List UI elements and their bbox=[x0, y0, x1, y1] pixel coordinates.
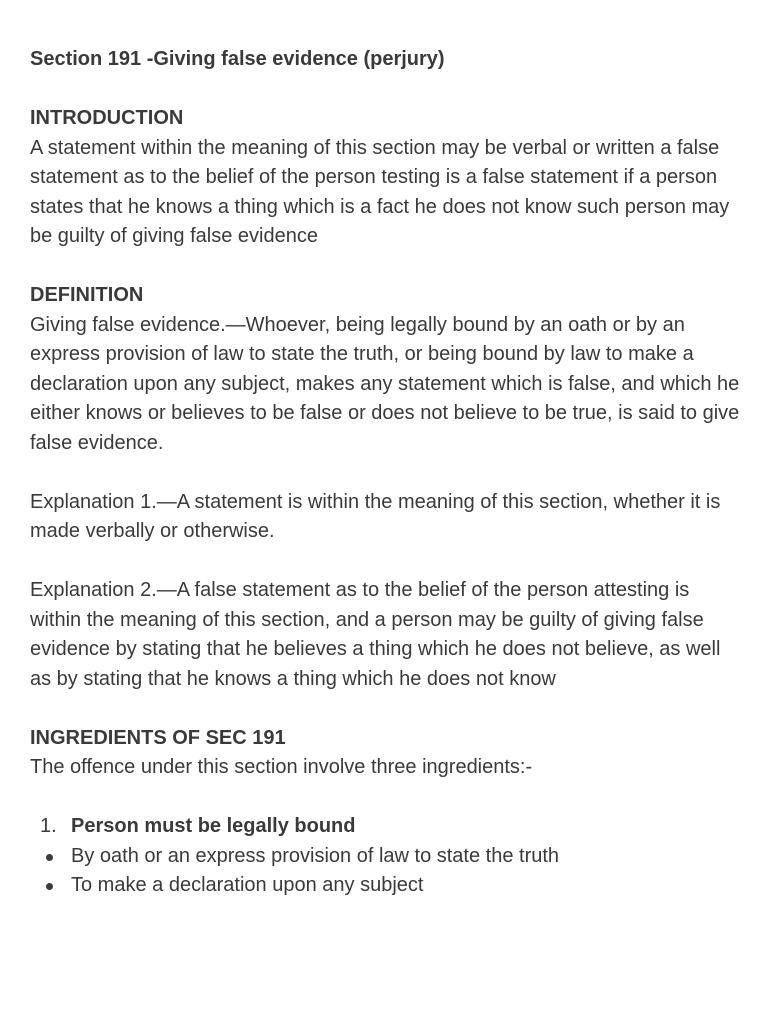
bullet-item bbox=[30, 871, 745, 901]
bullet-dot-icon bbox=[46, 854, 53, 861]
ingredient-item bbox=[30, 812, 745, 842]
explanation-2: Explanation 2.—A false statement as to the belief of the person attesting is within the meaning of this section, and a person may be guilty of giving false evidence by stating that he believes a thing which he does not believe, as well as by stating that he knows a thing which he does not know bbox=[30, 579, 721, 690]
explanation-1: Explanation 1.—A statement is within the meaning of this section, whether it is made verbally or otherwise. bbox=[30, 490, 721, 542]
ingredients-list bbox=[30, 812, 745, 842]
ingredients-intro: The offence under this section involve three ingredients:- bbox=[30, 756, 533, 778]
ingredient-bullets bbox=[30, 842, 745, 901]
ingredients-section bbox=[30, 724, 745, 901]
bullet-text: By oath or an express provision of law to state the truth bbox=[71, 844, 560, 867]
document-title: Section 191 -Giving false evidence (perjury) bbox=[30, 48, 445, 70]
introduction-heading: INTRODUCTION bbox=[30, 107, 184, 129]
definition-heading: DEFINITION bbox=[30, 284, 144, 306]
definition-section bbox=[30, 281, 745, 694]
introduction-text: A statement within the meaning of this section may be verbal or written a false statement as to the belief of the person testing is a false statement if a person states that he knows a thing which is a fact he does not know such person may be guilty of giving false evidence bbox=[30, 136, 730, 247]
introduction-section bbox=[30, 104, 745, 252]
document bbox=[30, 45, 745, 901]
bullet-item bbox=[30, 842, 745, 872]
ingredient-number: 1. bbox=[40, 815, 57, 837]
ingredients-heading: INGREDIENTS OF SEC 191 bbox=[30, 726, 286, 749]
bullet-dot-icon bbox=[46, 883, 53, 890]
bullet-text: To make a declaration upon any subject bbox=[71, 874, 424, 896]
ingredient-label: Person must be legally bound bbox=[71, 815, 356, 837]
definition-text: Giving false evidence.—Whoever, being legally bound by an oath or by an express provision of law to state the truth, or being bound by law to make a declaration upon any subject, makes any statement which is false, and which he either knows or believes to be false or does not believe to be true, is said to give false evidence. bbox=[30, 313, 740, 454]
